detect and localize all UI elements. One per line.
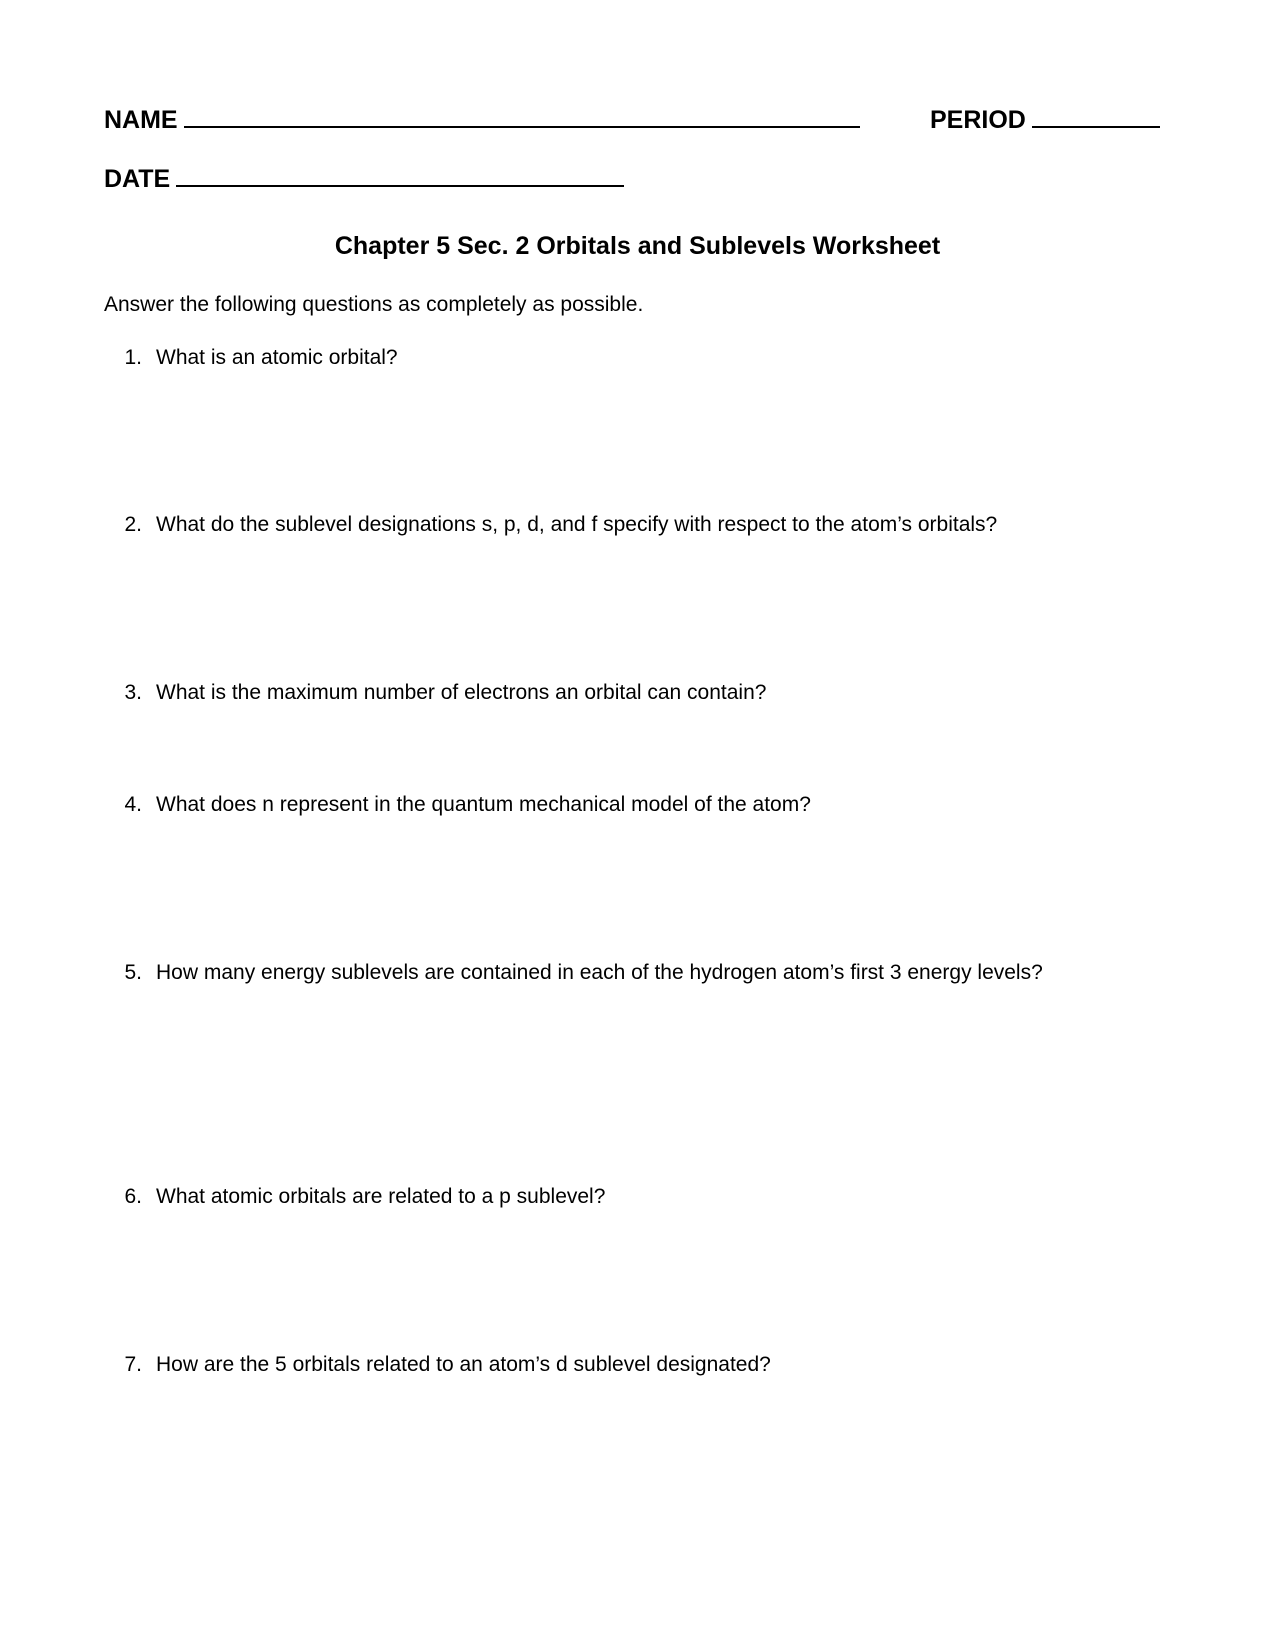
question-item	[118, 345, 1218, 371]
period-field	[930, 104, 1160, 135]
date-blank[interactable]	[176, 163, 624, 187]
question-number: 6.	[124, 1185, 142, 1208]
worksheet-title: Chapter 5 Sec. 2 Orbitals and Sublevels Worksheet	[334, 232, 941, 260]
question-text: What is an atomic orbital?	[156, 346, 398, 369]
date-label: DATE	[104, 165, 171, 193]
period-label: PERIOD	[930, 106, 1026, 134]
question-text: What atomic orbitals are related to a p sublevel?	[156, 1185, 606, 1208]
question-number: 5.	[124, 961, 142, 984]
question-item	[118, 960, 1218, 986]
date-field	[104, 163, 624, 194]
question-number: 1.	[124, 346, 142, 369]
question-text: What do the sublevel designations s, p, d, and f specify with respect to the atom’s orbitals?	[156, 513, 998, 536]
question-number: 2.	[124, 513, 142, 536]
instructions: Answer the following questions as completely as possible.	[104, 293, 644, 316]
question-item	[118, 512, 1218, 538]
question-number: 4.	[124, 793, 142, 816]
name-label: NAME	[104, 106, 178, 134]
name-field	[104, 104, 860, 135]
question-number: 7.	[124, 1353, 142, 1376]
question-number: 3.	[124, 681, 142, 704]
question-text: What does n represent in the quantum mechanical model of the atom?	[156, 793, 811, 816]
question-text: What is the maximum number of electrons an orbital can contain?	[156, 681, 767, 704]
question-item	[118, 792, 1218, 818]
question-item	[118, 1184, 1218, 1210]
question-item	[118, 1352, 1218, 1378]
question-item	[118, 680, 1218, 706]
question-text: How many energy sublevels are contained in each of the hydrogen atom’s first 3 energy levels?	[156, 961, 1043, 984]
question-text: How are the 5 orbitals related to an atom’s d sublevel designated?	[156, 1353, 771, 1376]
name-blank[interactable]	[184, 104, 860, 128]
period-blank[interactable]	[1032, 104, 1160, 128]
